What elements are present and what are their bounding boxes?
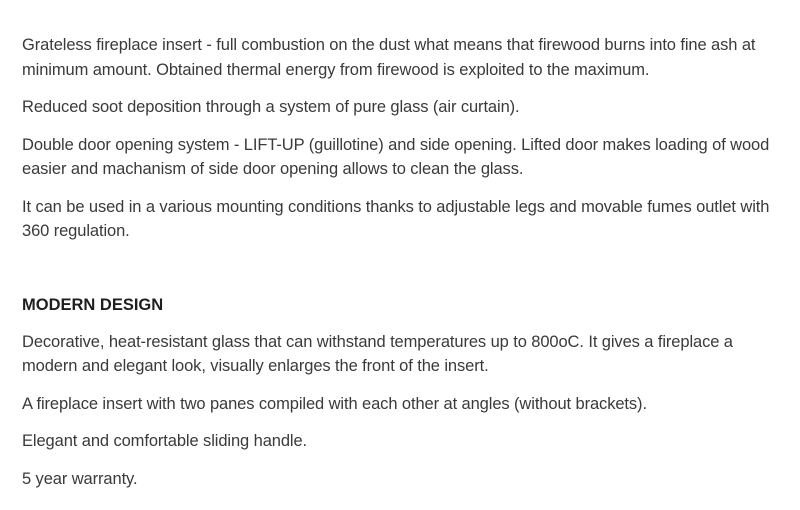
feature-mounting: It can be used in a various mounting conditions thanks to adjustable legs and movable fumes outlet with 360 regulation. (22, 197, 770, 240)
feature-panes: A fireplace insert with two panes compiled with each other at angles (without brackets). (22, 394, 647, 413)
section-spacer (22, 257, 778, 294)
feature-handle: Elegant and comfortable sliding handle. (22, 432, 308, 450)
feature-soot-reduction: Reduced soot deposition through a system of pure glass (air curtain). (22, 98, 520, 116)
feature-grateless: Grateless fireplace insert - full combustion on the dust what means that firewood burns into fine ash at minimum amount. Obtained thermal energy from firewood is exploited to the maximum. (22, 36, 756, 79)
feature-door-opening: Double door opening system - LIFT-UP (guillotine) and side opening. Lifted door makes loading of wood easier and machanism of side door opening allows to clean the glass. (22, 135, 770, 178)
feature-warranty: 5 year warranty. (22, 469, 138, 488)
feature-glass: Decorative, heat-resistant glass that can withstand temperatures up to 800oC. It gives a fireplace a modern and elegant look, visually enlarges the front of the insert. (22, 332, 733, 375)
section-heading-modern-design: MODERN DESIGN (22, 295, 164, 314)
